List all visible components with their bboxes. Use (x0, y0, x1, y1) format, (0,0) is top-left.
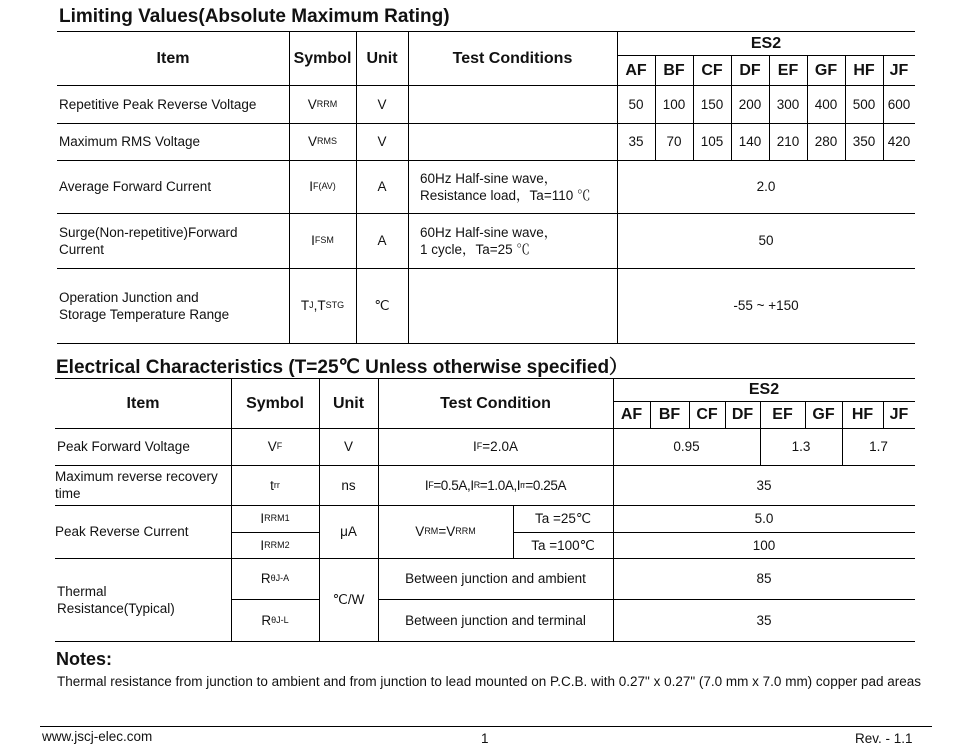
footer-website[interactable]: www.jscj-elec.com (42, 729, 153, 744)
col-header-test-condition: Test Condition (440, 394, 551, 412)
section1-title: Limiting Values(Absolute Maximum Rating) (59, 6, 450, 27)
value-cell: 35 (628, 134, 644, 149)
row-unit: A (377, 233, 387, 248)
col-header-symbol: Symbol (293, 49, 352, 67)
row-item-label: Surge(Non-repetitive)Forward Current (59, 224, 238, 257)
grade-header: BF (663, 61, 685, 79)
row-unit: V (343, 439, 353, 454)
col-header-test-conditions: Test Conditions (452, 49, 573, 67)
value-cell: -55 ~ +150 (733, 298, 799, 313)
grade-header: HF (853, 61, 875, 79)
row-symbol: I F(AV) (309, 179, 336, 194)
row-unit: μA (340, 524, 357, 539)
row-symbol: V RRM (307, 96, 338, 112)
footer-divider (40, 726, 932, 727)
value-cell: 600 (887, 96, 911, 112)
row-temp-condition: Ta =25℃ (534, 511, 592, 526)
row-symbol: R θJ-L (261, 612, 289, 628)
value-cell: 140 (738, 134, 762, 149)
grade-header: GF (814, 61, 838, 79)
col-header-symbol: Symbol (246, 394, 304, 412)
grade-header: CF (701, 61, 723, 79)
grade-header: HF (851, 406, 874, 423)
row-symbol: t rr (270, 477, 280, 493)
row-symbol: V F (267, 439, 283, 454)
row-symbol: I RRM2 (260, 537, 290, 553)
value-cell: 2.0 (756, 179, 776, 194)
row-symbol: I RRM1 (260, 511, 290, 526)
footer-revision: Rev. - 1.1 (855, 731, 913, 746)
grade-header: AF (620, 406, 643, 423)
value-cell: 100 (752, 537, 776, 553)
row-item-label: Peak Forward Voltage (57, 439, 190, 454)
value-cell: 50 (628, 96, 644, 112)
row-test-conditions: 60Hz Half-sine wave， 1 cycle，Ta=25 ℃ (420, 224, 558, 257)
footer-page-number: 1 (481, 731, 489, 746)
value-cell: 85 (756, 571, 772, 586)
row-test-conditions: 60Hz Half-sine wave， Resistance load，Ta=110 ℃ (420, 170, 591, 203)
grade-header: EF (777, 61, 799, 79)
value-cell: 1.3 (791, 439, 811, 454)
value-cell: 1.7 (869, 439, 888, 454)
col-header-es2: ES2 (748, 381, 780, 398)
row-temp-condition: Ta =100℃ (531, 537, 595, 553)
grade-header: BF (658, 406, 681, 423)
col-header-unit: Unit (332, 394, 365, 412)
notes-title: Notes: (56, 649, 113, 669)
row-unit: ℃ (374, 298, 390, 313)
row-unit: V (377, 96, 387, 112)
value-cell: 350 (852, 134, 876, 149)
grade-header: DF (731, 406, 754, 423)
col-header-unit: Unit (366, 49, 398, 67)
row-test-condition: Between junction and terminal (405, 612, 586, 628)
row-unit: V (377, 134, 387, 149)
value-cell: 0.95 (673, 439, 700, 454)
row-item-label: Maximum reverse recovery time (55, 469, 218, 501)
row-test-condition: V RM =V RRM (415, 524, 476, 539)
value-cell: 50 (758, 233, 774, 248)
col-header-es2: ES2 (750, 34, 782, 52)
value-cell: 70 (666, 134, 682, 149)
row-item-label: Peak Reverse Current (55, 524, 189, 539)
value-cell: 100 (662, 96, 686, 112)
value-cell: 35 (756, 477, 772, 493)
row-item-label: Average Forward Current (59, 179, 212, 194)
col-header-item: Item (126, 394, 160, 412)
col-header-item: Item (156, 49, 190, 67)
row-symbol: V RMS (307, 134, 337, 149)
row-symbol: I FSM (311, 233, 334, 248)
grade-header: JF (889, 406, 909, 423)
value-cell: 420 (887, 134, 911, 149)
value-cell: 105 (700, 134, 724, 149)
value-cell: 280 (814, 134, 838, 149)
row-symbol: R θJ-A (260, 571, 290, 586)
row-item-label: Repetitive Peak Reverse Voltage (59, 96, 257, 112)
section2-title: Electrical Characteristics (T=25℃ Unless otherwise specified） (56, 357, 629, 378)
value-cell: 210 (776, 134, 800, 149)
row-unit: ℃/W (332, 592, 365, 607)
value-cell: 35 (756, 612, 772, 628)
grade-header: GF (812, 406, 835, 423)
row-item-label: Thermal Resistance(Typical) (57, 583, 175, 616)
row-test-condition: Between junction and ambient (405, 571, 586, 586)
grade-header: EF (772, 406, 793, 423)
notes-text: Thermal resistance from junction to ambient and from junction to lead mounted on P.C.B. with 0.27" x 0.27" (7.0 mm x 7.0 mm) copper pad areas (57, 674, 922, 689)
value-cell: 150 (700, 96, 724, 112)
value-cell: 400 (814, 96, 838, 112)
row-test-condition: I F =0.5A,I R =1.0A,I rr =0.25A (424, 477, 567, 493)
grade-header: CF (696, 406, 718, 423)
row-test-condition: I F =2.0A (473, 439, 518, 454)
row-unit: A (377, 179, 387, 194)
value-cell: 500 (852, 96, 876, 112)
row-item-label: Operation Junction and Storage Temperature Range (59, 289, 230, 322)
grade-header: JF (889, 61, 909, 79)
row-unit: ns (341, 477, 356, 493)
grade-header: DF (739, 61, 761, 79)
row-symbol: T J ,T STG (300, 298, 345, 313)
value-cell: 300 (776, 96, 800, 112)
grade-header: AF (625, 61, 647, 79)
value-cell: 200 (738, 96, 762, 112)
value-cell: 5.0 (754, 511, 774, 526)
row-item-label: Maximum RMS Voltage (59, 134, 201, 149)
